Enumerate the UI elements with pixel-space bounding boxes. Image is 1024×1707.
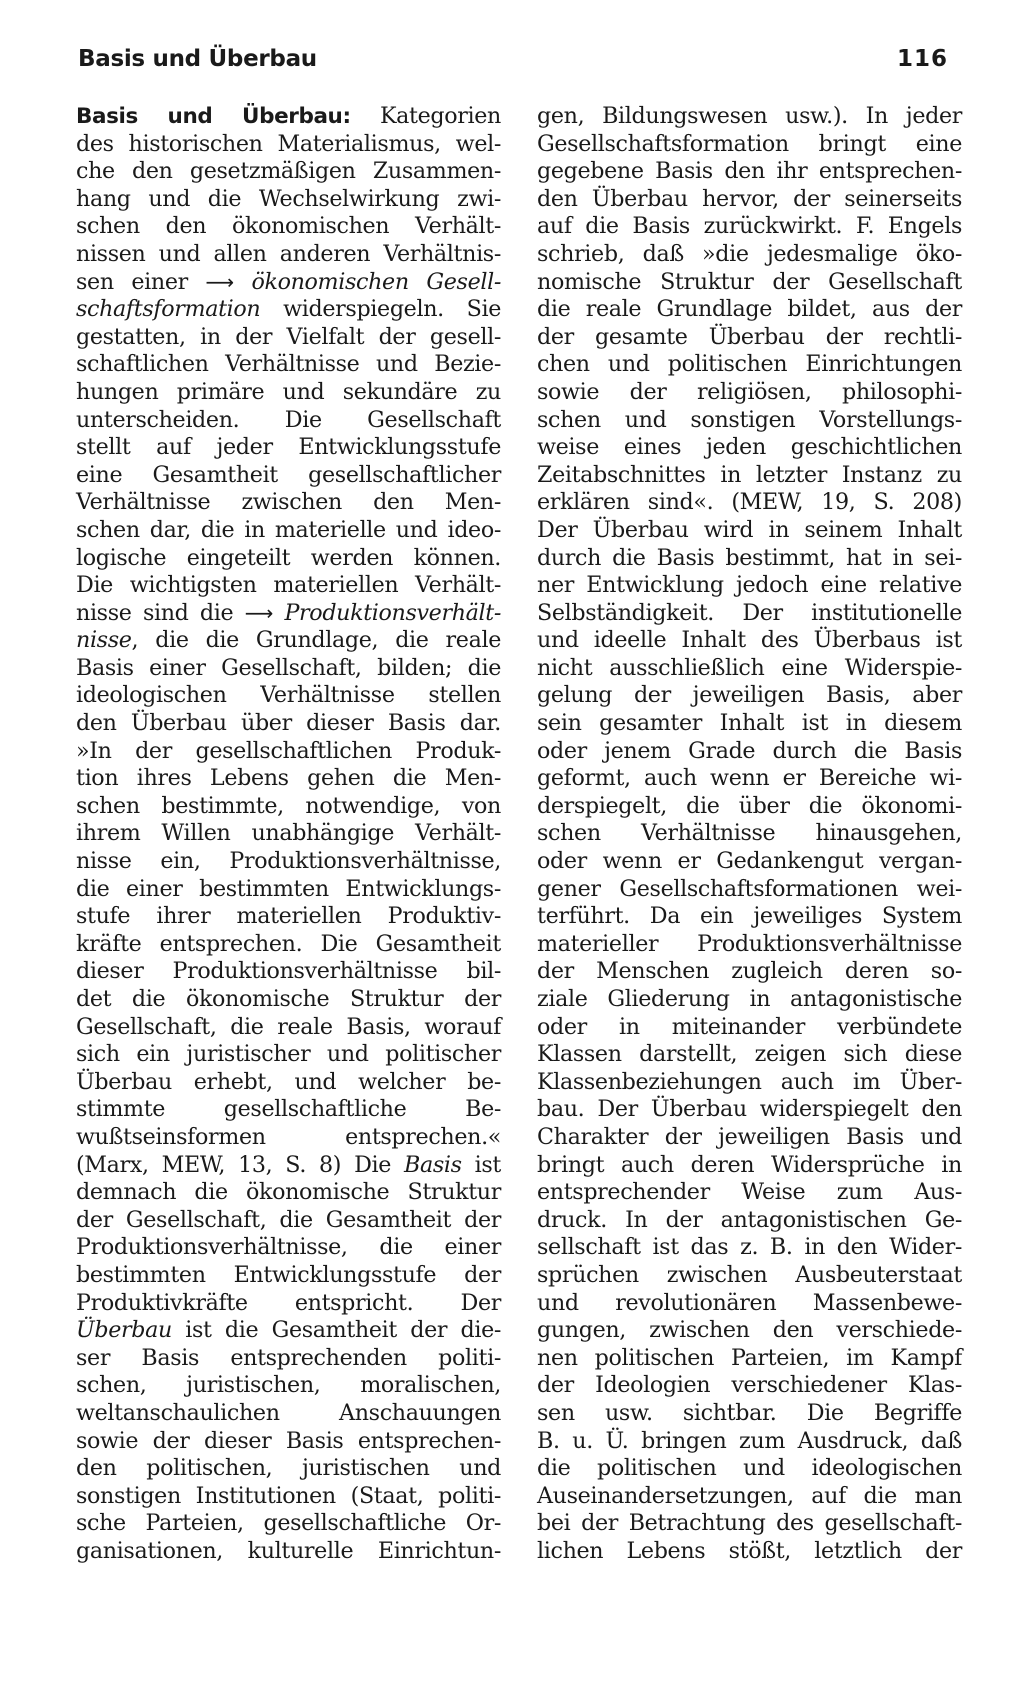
text-line: Die wichtigsten materiellen Verhält- <box>76 572 501 599</box>
line-text: ist die Gesamtheit der die- <box>171 1317 501 1344</box>
text-line: der Ideologien verschiedener Klas- <box>537 1372 962 1399</box>
text-line: schen, juristischen, moralischen, <box>76 1372 501 1399</box>
text-line: stellt auf jeder Entwicklungsstufe <box>76 434 501 461</box>
text-line: Produktionsverhältnisse, die einer <box>76 1234 501 1261</box>
text-line: tion ihres Lebens gehen die Men- <box>76 765 501 792</box>
line-text: Kategorien <box>350 103 501 129</box>
text-line <box>76 1152 501 1180</box>
line-text: widerspiegeln. Sie <box>260 296 501 323</box>
text-line: kräfte entsprechen. Die Gesamtheit <box>76 930 501 957</box>
text-line <box>76 1317 501 1345</box>
text-line: sowie der religiösen, philosophi- <box>537 378 962 405</box>
text-line: ihrem Willen unabhängige Verhält- <box>76 820 501 847</box>
line-text: nisse sind die <box>76 599 245 626</box>
text-line: dieser Produktionsverhältnisse bil- <box>76 958 501 985</box>
text-line: Basis einer Gesellschaft, bilden; die <box>76 654 501 681</box>
text-line: oder jenem Grade durch die Basis <box>537 737 962 764</box>
text-line: auf die Basis zurückwirkt. F. Engels <box>537 213 962 240</box>
text-line: hungen primäre und sekundäre zu <box>76 378 501 405</box>
entry-lemma: Basis und Überbau: <box>76 104 351 129</box>
text-line: wußtseinsformen entsprechen.« <box>76 1123 501 1150</box>
text-line: nen politischen Parteien, im Kampf <box>537 1344 962 1371</box>
text-line: Produktivkräfte entspricht. Der <box>76 1289 501 1316</box>
text-line: stimmte gesellschaftliche Be- <box>76 1096 501 1123</box>
text-line: gegebene Basis den ihr entsprechen- <box>537 158 962 185</box>
text-line: unterscheiden. Die Gesellschaft <box>76 406 501 433</box>
line-text: sen einer <box>76 268 206 295</box>
line-text: ist <box>461 1151 501 1178</box>
text-line: terführt. Da ein jeweiliges System <box>537 903 962 930</box>
text-line: ganisationen, kulturelle Einrichtun- <box>76 1537 501 1564</box>
right-text-column <box>537 103 962 1565</box>
text-line: sein gesamter Inhalt ist in diesem <box>537 710 962 737</box>
text-line: Klassenbeziehungen auch im Über- <box>537 1068 962 1095</box>
italic-term: ökonomischen Gesell- <box>233 268 501 295</box>
text-line: Klassen darstellt, zeigen sich diese <box>537 1041 962 1068</box>
text-line: »In der gesellschaftlichen Produk- <box>76 737 501 764</box>
text-line: schen dar, die in materielle und ideo- <box>76 516 501 543</box>
text-line: sich ein juristischer und politischer <box>76 1041 501 1068</box>
left-text-column <box>76 103 501 1565</box>
text-line: schrieb, daß »die jedesmalige öko- <box>537 240 962 267</box>
text-line: sprüchen zwischen Ausbeuterstaat <box>537 1261 962 1288</box>
text-line: materieller Produktionsverhältnisse <box>537 930 962 957</box>
text-line: schen Verhältnisse hinausgehen, <box>537 820 962 847</box>
cross-reference-arrow-icon: ⟶ <box>205 269 234 294</box>
text-line: Charakter der jeweiligen Basis und <box>537 1123 962 1150</box>
text-line: nicht ausschließlich eine Widerspie- <box>537 654 962 681</box>
text-line: die reale Grundlage bildet, aus der <box>537 296 962 323</box>
text-line: und ideelle Inhalt des Überbaus ist <box>537 627 962 654</box>
text-line: bestimmten Entwicklungsstufe der <box>76 1261 501 1288</box>
text-line: die einer bestimmten Entwicklungs- <box>76 875 501 902</box>
text-line: schen und sonstigen Vorstellungs- <box>537 406 962 433</box>
text-line: gungen, zwischen den verschiede- <box>537 1317 962 1344</box>
page-number: 116 <box>896 46 948 72</box>
italic-term: Überbau <box>76 1317 172 1344</box>
text-line: sonstigen Institutionen (Staat, politi- <box>76 1482 501 1509</box>
text-line: gener Gesellschaftsformationen wei- <box>537 875 962 902</box>
text-line: bringt auch deren Widersprüche in <box>537 1151 962 1178</box>
text-line: den Überbau hervor, der seinerseits <box>537 185 962 212</box>
text-line: hang und die Wechselwirkung zwi- <box>76 185 501 212</box>
text-line: die politischen und ideologischen <box>537 1455 962 1482</box>
text-line: Überbau erhebt, und welcher be- <box>76 1068 501 1095</box>
text-line: der Gesellschaft, die Gesamtheit der <box>76 1206 501 1233</box>
text-line: durch die Basis bestimmt, hat in sei- <box>537 544 962 571</box>
text-line <box>76 296 501 324</box>
text-line: chen und politischen Einrichtungen <box>537 351 962 378</box>
text-line: gestatten, in der Vielfalt der gesell- <box>76 323 501 350</box>
text-line: Auseinandersetzungen, auf die man <box>537 1482 962 1509</box>
text-line: Verhältnisse zwischen den Men- <box>76 489 501 516</box>
text-line: erklären sind«. (MEW, 19, S. 208) <box>537 489 962 516</box>
text-line: des historischen Materialismus, wel- <box>76 130 501 157</box>
text-line: schen den ökonomischen Verhält- <box>76 213 501 240</box>
text-line: derspiegelt, die über die ökonomi- <box>537 792 962 819</box>
text-line: und revolutionären Massenbewe- <box>537 1289 962 1316</box>
italic-term: Produktionsverhält- <box>273 599 501 626</box>
text-line: oder in miteinander verbündete <box>537 1013 962 1040</box>
text-line <box>76 103 501 131</box>
text-line: B. u. Ü. bringen zum Ausdruck, daß <box>537 1427 962 1454</box>
text-line: oder wenn er Gedankengut vergan- <box>537 848 962 875</box>
text-line: Selbständigkeit. Der institutionelle <box>537 599 962 626</box>
running-head: Basis und Überbau <box>78 46 317 72</box>
text-line: schaftlichen Verhältnisse und Bezie- <box>76 351 501 378</box>
text-line: Gesellschaft, die reale Basis, worauf <box>76 1013 501 1040</box>
text-line: logische eingeteilt werden können. <box>76 544 501 571</box>
text-line: lichen Lebens stößt, letztlich der <box>537 1537 962 1564</box>
text-line: der Menschen zugleich deren so- <box>537 958 962 985</box>
text-line: den politischen, juristischen und <box>76 1455 501 1482</box>
text-line: stufe ihrer materiellen Produktiv- <box>76 903 501 930</box>
text-line: ser Basis entsprechenden politi- <box>76 1344 501 1371</box>
text-line: bei der Betrachtung des gesellschaft- <box>537 1510 962 1537</box>
text-line: nissen und allen anderen Verhältnis- <box>76 240 501 267</box>
text-line <box>76 269 501 297</box>
text-line: eine Gesamtheit gesellschaftlicher <box>76 461 501 488</box>
line-text: , die die Grundlage, die reale <box>131 627 501 654</box>
text-line: druck. In der antagonistischen Ge- <box>537 1206 962 1233</box>
page-header <box>78 46 948 86</box>
text-line: bau. Der Überbau widerspiegelt den <box>537 1096 962 1123</box>
italic-term: nisse <box>76 627 132 654</box>
text-line: sowie der dieser Basis entsprechen- <box>76 1427 501 1454</box>
cross-reference-arrow-icon: ⟶ <box>244 600 274 625</box>
text-line <box>76 627 501 655</box>
text-line: nisse ein, Produktionsverhältnisse, <box>76 848 501 875</box>
text-line: det die ökonomische Struktur der <box>76 986 501 1012</box>
text-line: weise eines jeden geschichtlichen <box>537 434 962 461</box>
text-line: entsprechender Weise zum Aus- <box>537 1179 962 1206</box>
text-line: ner Entwicklung jedoch eine relative <box>537 572 962 599</box>
text-line: der gesamte Überbau der rechtli- <box>537 323 962 350</box>
text-line: gen, Bildungswesen usw.). In jeder <box>537 103 962 129</box>
text-line: ziale Gliederung in antagonistische <box>537 986 962 1012</box>
text-line: che den gesetzmäßigen Zusammen- <box>76 158 501 185</box>
text-line: sche Parteien, gesellschaftliche Or- <box>76 1510 501 1537</box>
line-text: (Marx, MEW, 13, S. 8) Die <box>76 1151 405 1178</box>
text-line: weltanschaulichen Anschauungen <box>76 1399 501 1426</box>
text-line: gelung der jeweiligen Basis, aber <box>537 682 962 709</box>
text-line: sellschaft ist das z. B. in den Wider- <box>537 1234 962 1261</box>
text-line: Gesellschaftsformation bringt eine <box>537 130 962 157</box>
text-line: schen bestimmte, notwendige, von <box>76 792 501 819</box>
text-line: Der Überbau wird in seinem Inhalt <box>537 516 962 543</box>
italic-term: schaftsformation <box>76 296 261 323</box>
italic-term: Basis <box>404 1151 462 1178</box>
text-line: ideologischen Verhältnisse stellen <box>76 682 501 709</box>
text-line: den Überbau über dieser Basis dar. <box>76 710 501 737</box>
text-line <box>76 600 501 628</box>
text-line: nomische Struktur der Gesellschaft <box>537 268 962 295</box>
text-line: geformt, auch wenn er Bereiche wi- <box>537 765 962 792</box>
text-line: Zeitabschnittes in letzter Instanz zu <box>537 461 962 488</box>
text-line: sen usw. sichtbar. Die Begriffe <box>537 1399 962 1426</box>
text-line: demnach die ökonomische Struktur <box>76 1179 501 1206</box>
